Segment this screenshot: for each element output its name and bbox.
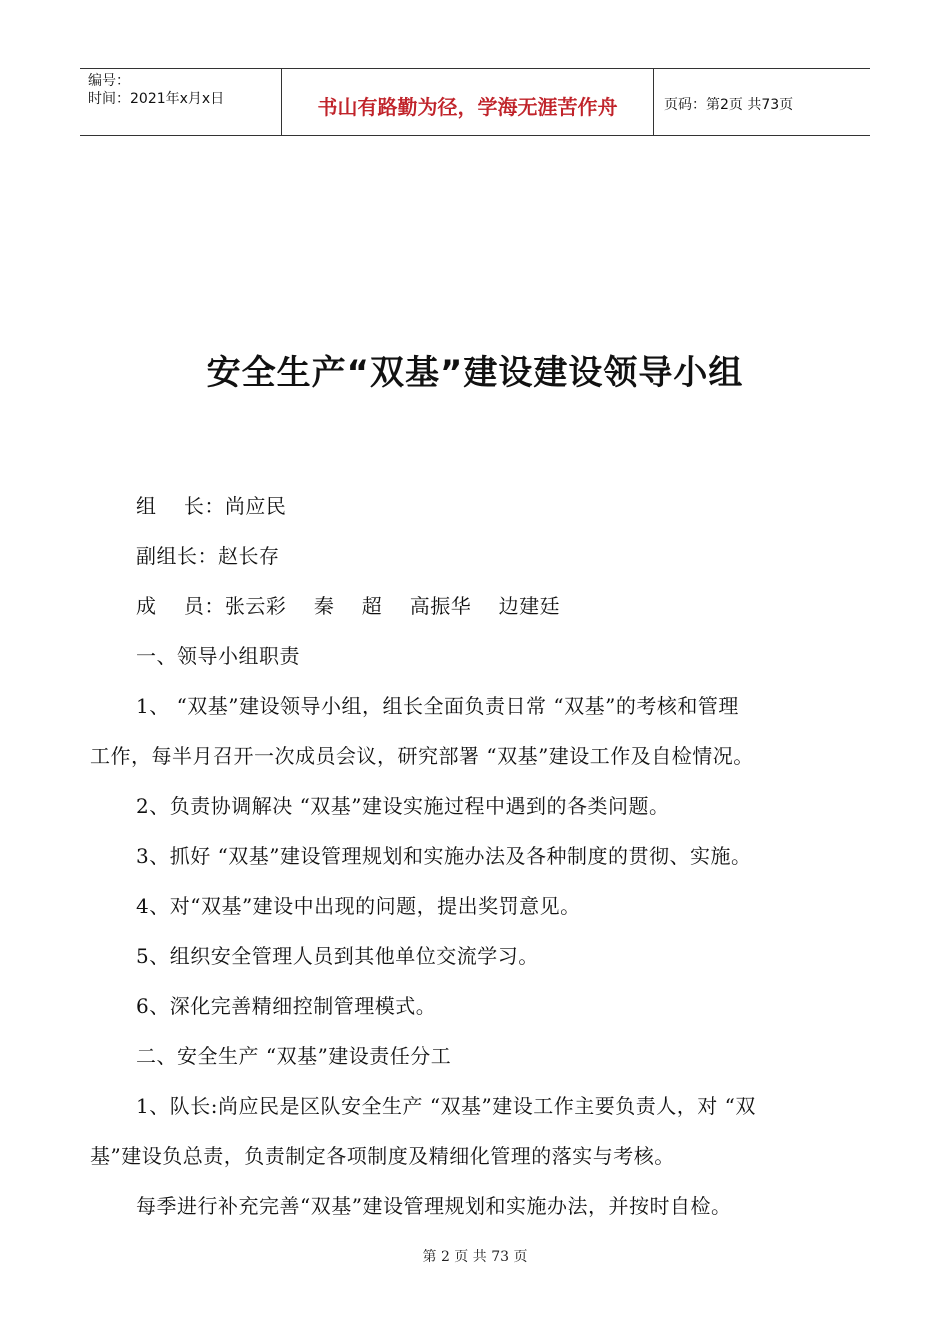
deputy-line: 副组长：赵长存: [136, 544, 280, 568]
header-motto: 书山有路勤为径，学海无涯苦作舟: [317, 94, 618, 119]
section-heading-1: 一、领导小组职责: [136, 644, 300, 668]
page-footer: 第 2 页 共 73 页: [422, 1249, 528, 1265]
header-page-info: 页码：第2页 共73页: [664, 97, 794, 113]
header-motto-cell: [282, 69, 654, 135]
paragraph-duty-1-line-2: 基”建设负总责，负责制定各项制度及精细化管理的落实与考核。: [90, 1144, 675, 1168]
paragraph-item-6: 6、深化完善精细控制管理模式。: [136, 994, 437, 1018]
paragraph-item-5: 5、组织安全管理人员到其他单位交流学习。: [136, 944, 539, 968]
header-meta: [80, 69, 282, 135]
paragraph-item-1-line-1: 1、 “双基”建设领导小组，组长全面负责日常 “双基”的考核和管理: [136, 694, 739, 718]
members-line: 成 员：张云彩 秦 超 高振华 边建廷: [136, 594, 561, 618]
paragraph-duty-1-line-3: 每季进行补充完善“双基”建设管理规划和实施办法，并按时自检。: [136, 1194, 732, 1218]
paragraph-item-2: 2、负责协调解决 “双基”建设实施过程中遇到的各类问题。: [136, 794, 670, 818]
paragraph-duty-1-line-1: 1、队长:尚应民是区队安全生产 “双基”建设工作主要负责人，对 “双: [136, 1094, 756, 1118]
page-header: [80, 68, 870, 136]
paragraph-item-3: 3、抓好 “双基”建设管理规划和实施办法及各种制度的贯彻、实施。: [136, 844, 752, 868]
document-date: 时间：2021年x月x日: [88, 91, 225, 107]
section-heading-2: 二、安全生产 “双基”建设责任分工: [136, 1044, 452, 1068]
paragraph-item-4: 4、对“双基”建设中出现的问题，提出奖罚意见。: [136, 894, 581, 918]
leader-line: 组 长：尚应民: [136, 494, 287, 518]
document-title: 安全生产“双基”建设建设领导小组: [206, 353, 744, 393]
paragraph-item-1-line-2: 工作，每半月召开一次成员会议，研究部署 “双基”建设工作及自检情况。: [90, 744, 754, 768]
document-number-label: 编号：: [88, 73, 130, 89]
